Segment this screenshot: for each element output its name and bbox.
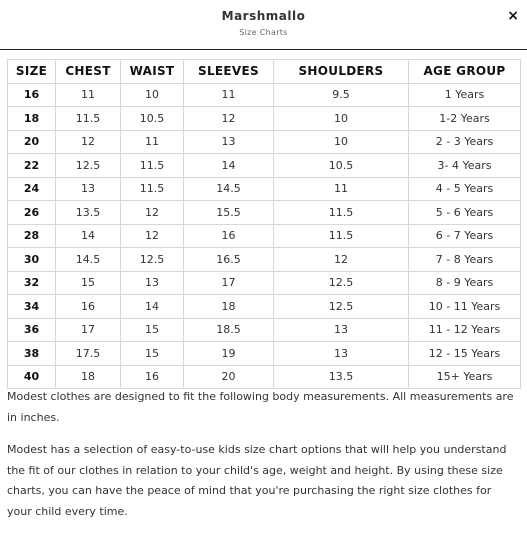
cell-waist: 13 [121, 271, 184, 295]
cell-waist: 16 [121, 365, 184, 389]
cell-size: 38 [8, 342, 56, 366]
cell-sleeves: 14 [184, 154, 274, 178]
cell-sleeves: 13 [184, 130, 274, 154]
cell-size: 30 [8, 248, 56, 272]
column-header-waist: WAIST [121, 60, 184, 84]
cell-chest: 16 [56, 295, 121, 319]
cell-sleeves: 15.5 [184, 201, 274, 225]
cell-sleeves: 16.5 [184, 248, 274, 272]
cell-sleeves: 20 [184, 365, 274, 389]
cell-size: 20 [8, 130, 56, 154]
cell-size: 34 [8, 295, 56, 319]
cell-size: 24 [8, 177, 56, 201]
cell-age-group: 1-2 Years [409, 107, 521, 131]
cell-waist: 15 [121, 318, 184, 342]
cell-age-group: 8 - 9 Years [409, 271, 521, 295]
cell-waist: 14 [121, 295, 184, 319]
measurement-note: Modest clothes are designed to fit the following body measurements. All measurements are in inches. [7, 390, 514, 424]
cell-chest: 18 [56, 365, 121, 389]
cell-shoulders: 11 [274, 177, 409, 201]
cell-size: 40 [8, 365, 56, 389]
cell-chest: 17 [56, 318, 121, 342]
cell-shoulders: 11.5 [274, 201, 409, 225]
table-row [8, 365, 521, 389]
table-row [8, 248, 521, 272]
cell-sleeves: 18.5 [184, 318, 274, 342]
column-header-chest: CHEST [56, 60, 121, 84]
cell-chest: 12.5 [56, 154, 121, 178]
size-chart-table [7, 59, 521, 389]
table-row [8, 107, 521, 131]
cell-chest: 12 [56, 130, 121, 154]
table-row [8, 154, 521, 178]
cell-chest: 14.5 [56, 248, 121, 272]
cell-waist: 11.5 [121, 154, 184, 178]
cell-age-group: 15+ Years [409, 365, 521, 389]
cell-chest: 11 [56, 83, 121, 107]
cell-size: 32 [8, 271, 56, 295]
cell-sleeves: 16 [184, 224, 274, 248]
cell-chest: 11.5 [56, 107, 121, 131]
cell-size: 16 [8, 83, 56, 107]
column-header-shoulders: SHOULDERS [274, 60, 409, 84]
cell-waist: 11 [121, 130, 184, 154]
cell-age-group: 7 - 8 Years [409, 248, 521, 272]
cell-chest: 17.5 [56, 342, 121, 366]
column-header-age-group: AGE GROUP [409, 60, 521, 84]
cell-waist: 12 [121, 224, 184, 248]
cell-waist: 10 [121, 83, 184, 107]
table-row [8, 342, 521, 366]
modal-header [0, 0, 527, 50]
column-header-size: SIZE [8, 60, 56, 84]
cell-size: 28 [8, 224, 56, 248]
cell-waist: 10.5 [121, 107, 184, 131]
cell-sleeves: 12 [184, 107, 274, 131]
size-chart-description: Modest has a selection of easy-to-use kids size chart options that will help you understand the fit of our clothes in relation to your child's age, weight and height. By using these size charts, you can have the peace of mind that you're purchasing the right size clothes for your child every time. [7, 443, 507, 518]
cell-shoulders: 11.5 [274, 224, 409, 248]
cell-age-group: 11 - 12 Years [409, 318, 521, 342]
table-row [8, 177, 521, 201]
table-row [8, 130, 521, 154]
cell-age-group: 2 - 3 Years [409, 130, 521, 154]
close-icon[interactable]: × [507, 8, 519, 24]
cell-shoulders: 9.5 [274, 83, 409, 107]
table-row [8, 201, 521, 225]
cell-age-group: 3- 4 Years [409, 154, 521, 178]
cell-size: 26 [8, 201, 56, 225]
cell-sleeves: 11 [184, 83, 274, 107]
cell-chest: 13 [56, 177, 121, 201]
cell-size: 18 [8, 107, 56, 131]
cell-shoulders: 10.5 [274, 154, 409, 178]
modal-subtitle: Size Charts [239, 28, 288, 37]
table-row [8, 295, 521, 319]
cell-shoulders: 13 [274, 342, 409, 366]
table-body [8, 83, 521, 389]
table-row [8, 83, 521, 107]
cell-age-group: 12 - 15 Years [409, 342, 521, 366]
cell-shoulders: 10 [274, 130, 409, 154]
table-row [8, 271, 521, 295]
cell-age-group: 1 Years [409, 83, 521, 107]
cell-shoulders: 13 [274, 318, 409, 342]
cell-age-group: 4 - 5 Years [409, 177, 521, 201]
table-row [8, 224, 521, 248]
cell-age-group: 10 - 11 Years [409, 295, 521, 319]
table-row [8, 318, 521, 342]
cell-shoulders: 10 [274, 107, 409, 131]
cell-sleeves: 17 [184, 271, 274, 295]
cell-size: 36 [8, 318, 56, 342]
cell-chest: 15 [56, 271, 121, 295]
cell-size: 22 [8, 154, 56, 178]
cell-waist: 12 [121, 201, 184, 225]
cell-shoulders: 13.5 [274, 365, 409, 389]
cell-shoulders: 12.5 [274, 295, 409, 319]
cell-waist: 11.5 [121, 177, 184, 201]
cell-chest: 13.5 [56, 201, 121, 225]
modal-title: Marshmallo [221, 9, 306, 23]
cell-shoulders: 12.5 [274, 271, 409, 295]
cell-age-group: 5 - 6 Years [409, 201, 521, 225]
cell-waist: 15 [121, 342, 184, 366]
column-header-sleeves: SLEEVES [184, 60, 274, 84]
cell-sleeves: 18 [184, 295, 274, 319]
cell-shoulders: 12 [274, 248, 409, 272]
cell-waist: 12.5 [121, 248, 184, 272]
cell-sleeves: 14.5 [184, 177, 274, 201]
table-header-row [8, 60, 521, 84]
cell-age-group: 6 - 7 Years [409, 224, 521, 248]
cell-sleeves: 19 [184, 342, 274, 366]
cell-chest: 14 [56, 224, 121, 248]
